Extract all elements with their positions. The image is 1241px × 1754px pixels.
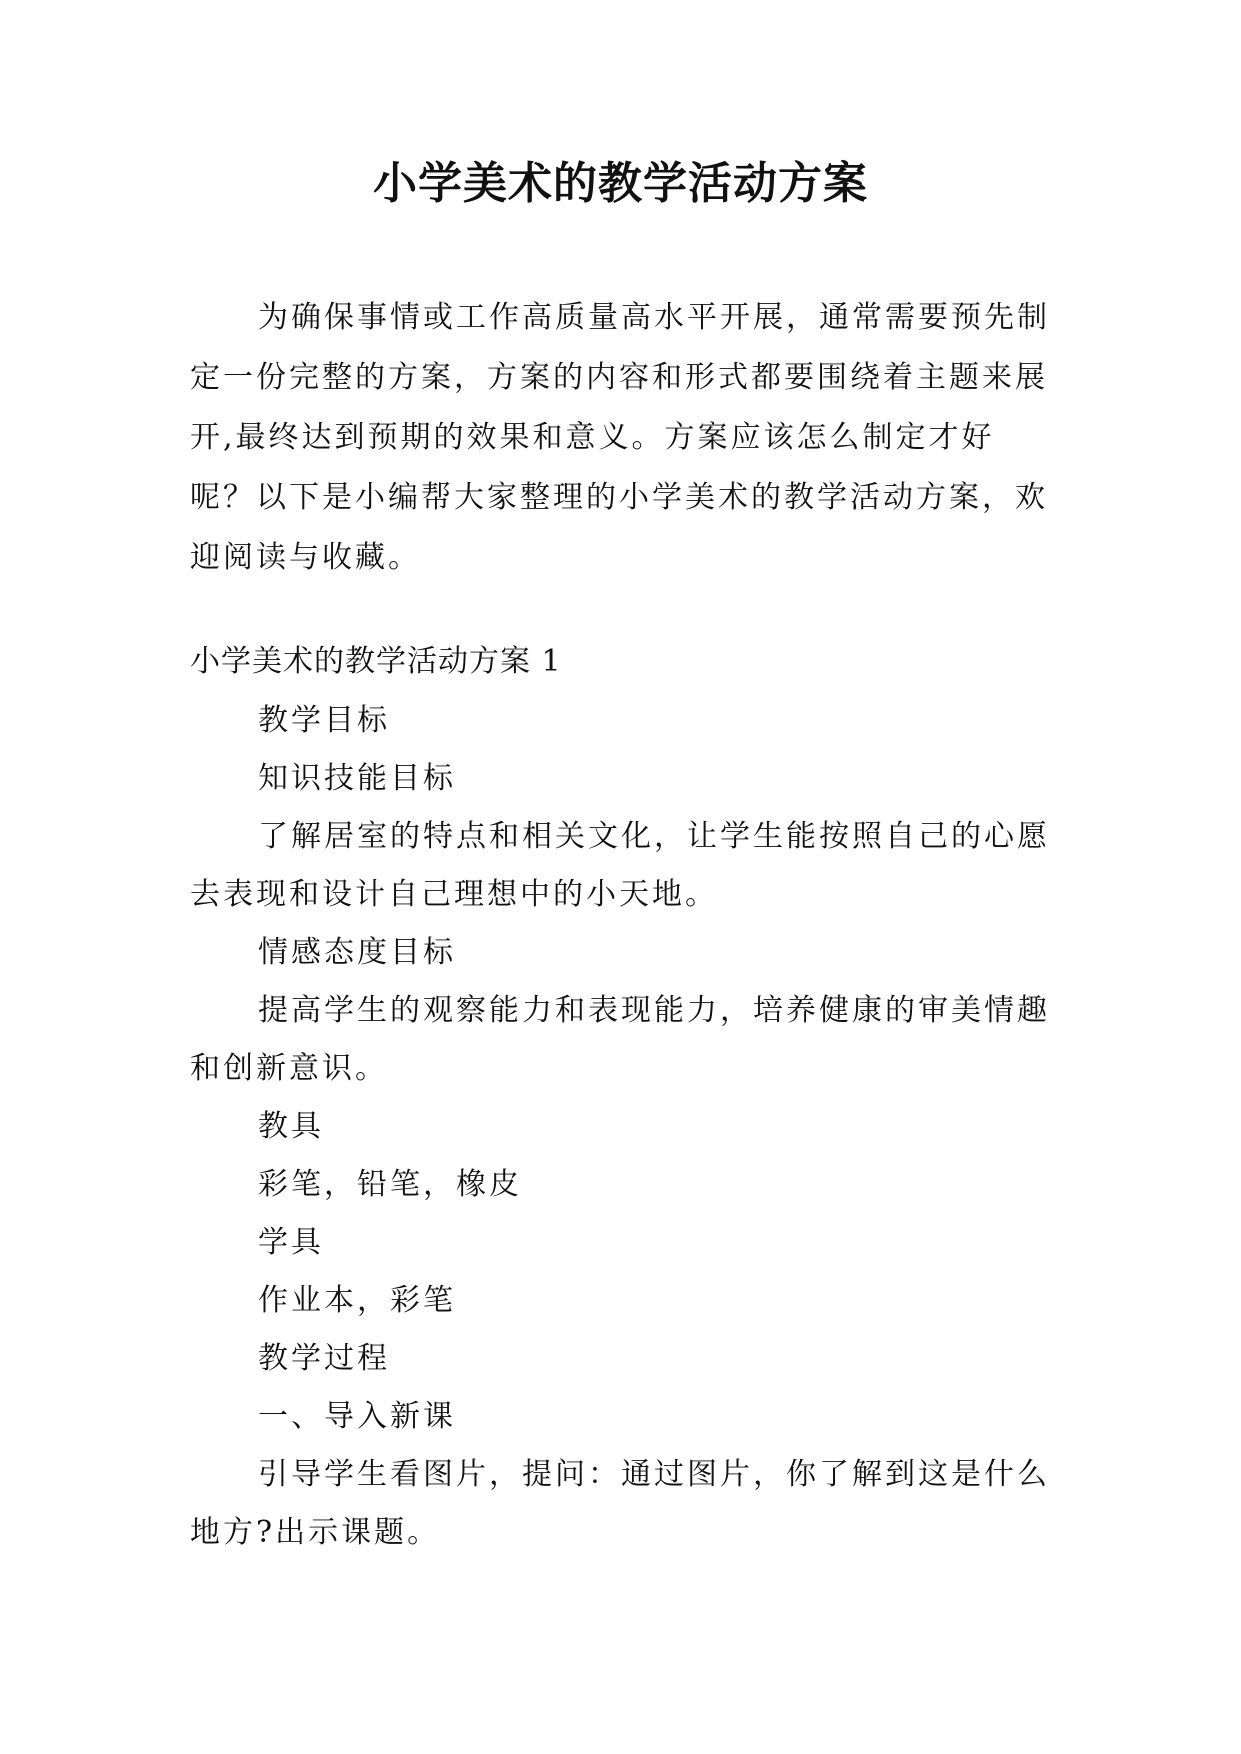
paragraph: 提高学生的观察能力和表现能力，培养健康的审美情趣和创新意识。 (190, 993, 1050, 1086)
paragraph: 教学目标 (258, 703, 390, 738)
paragraph: 教学过程 (258, 1341, 390, 1376)
paragraph: 了解居室的特点和相关文化，让学生能按照自己的心愿去表现和设计自己理想中的小天地。 (190, 819, 1050, 912)
document-title: 小学美术的教学活动方案 (373, 158, 868, 209)
paragraph: 知识技能目标 (258, 761, 456, 796)
paragraph: 作业本，彩笔 (258, 1283, 456, 1318)
paragraph: 一、导入新课 (258, 1399, 456, 1434)
document-body (190, 632, 1050, 1562)
paragraph: 彩笔，铅笔，橡皮 (258, 1167, 522, 1202)
section-title: 小学美术的教学活动方案 1 (190, 644, 562, 679)
intro-paragraph: 为确保事情或工作高质量高水平开展，通常需要预先制定一份完整的方案，方案的内容和形式都要围绕着主题来展开,最终达到预期的效果和意义。方案应该怎么制定才好呢？以下是小编帮大家整理的小学美术的教学活动方案，欢迎阅读与收藏。 (190, 300, 1050, 575)
paragraph: 引导学生看图片，提问：通过图片，你了解到这是什么地方?出示课题。 (190, 1457, 1050, 1550)
paragraph: 教具 (258, 1109, 324, 1144)
paragraph: 情感态度目标 (258, 935, 456, 970)
paragraph: 学具 (258, 1225, 324, 1260)
